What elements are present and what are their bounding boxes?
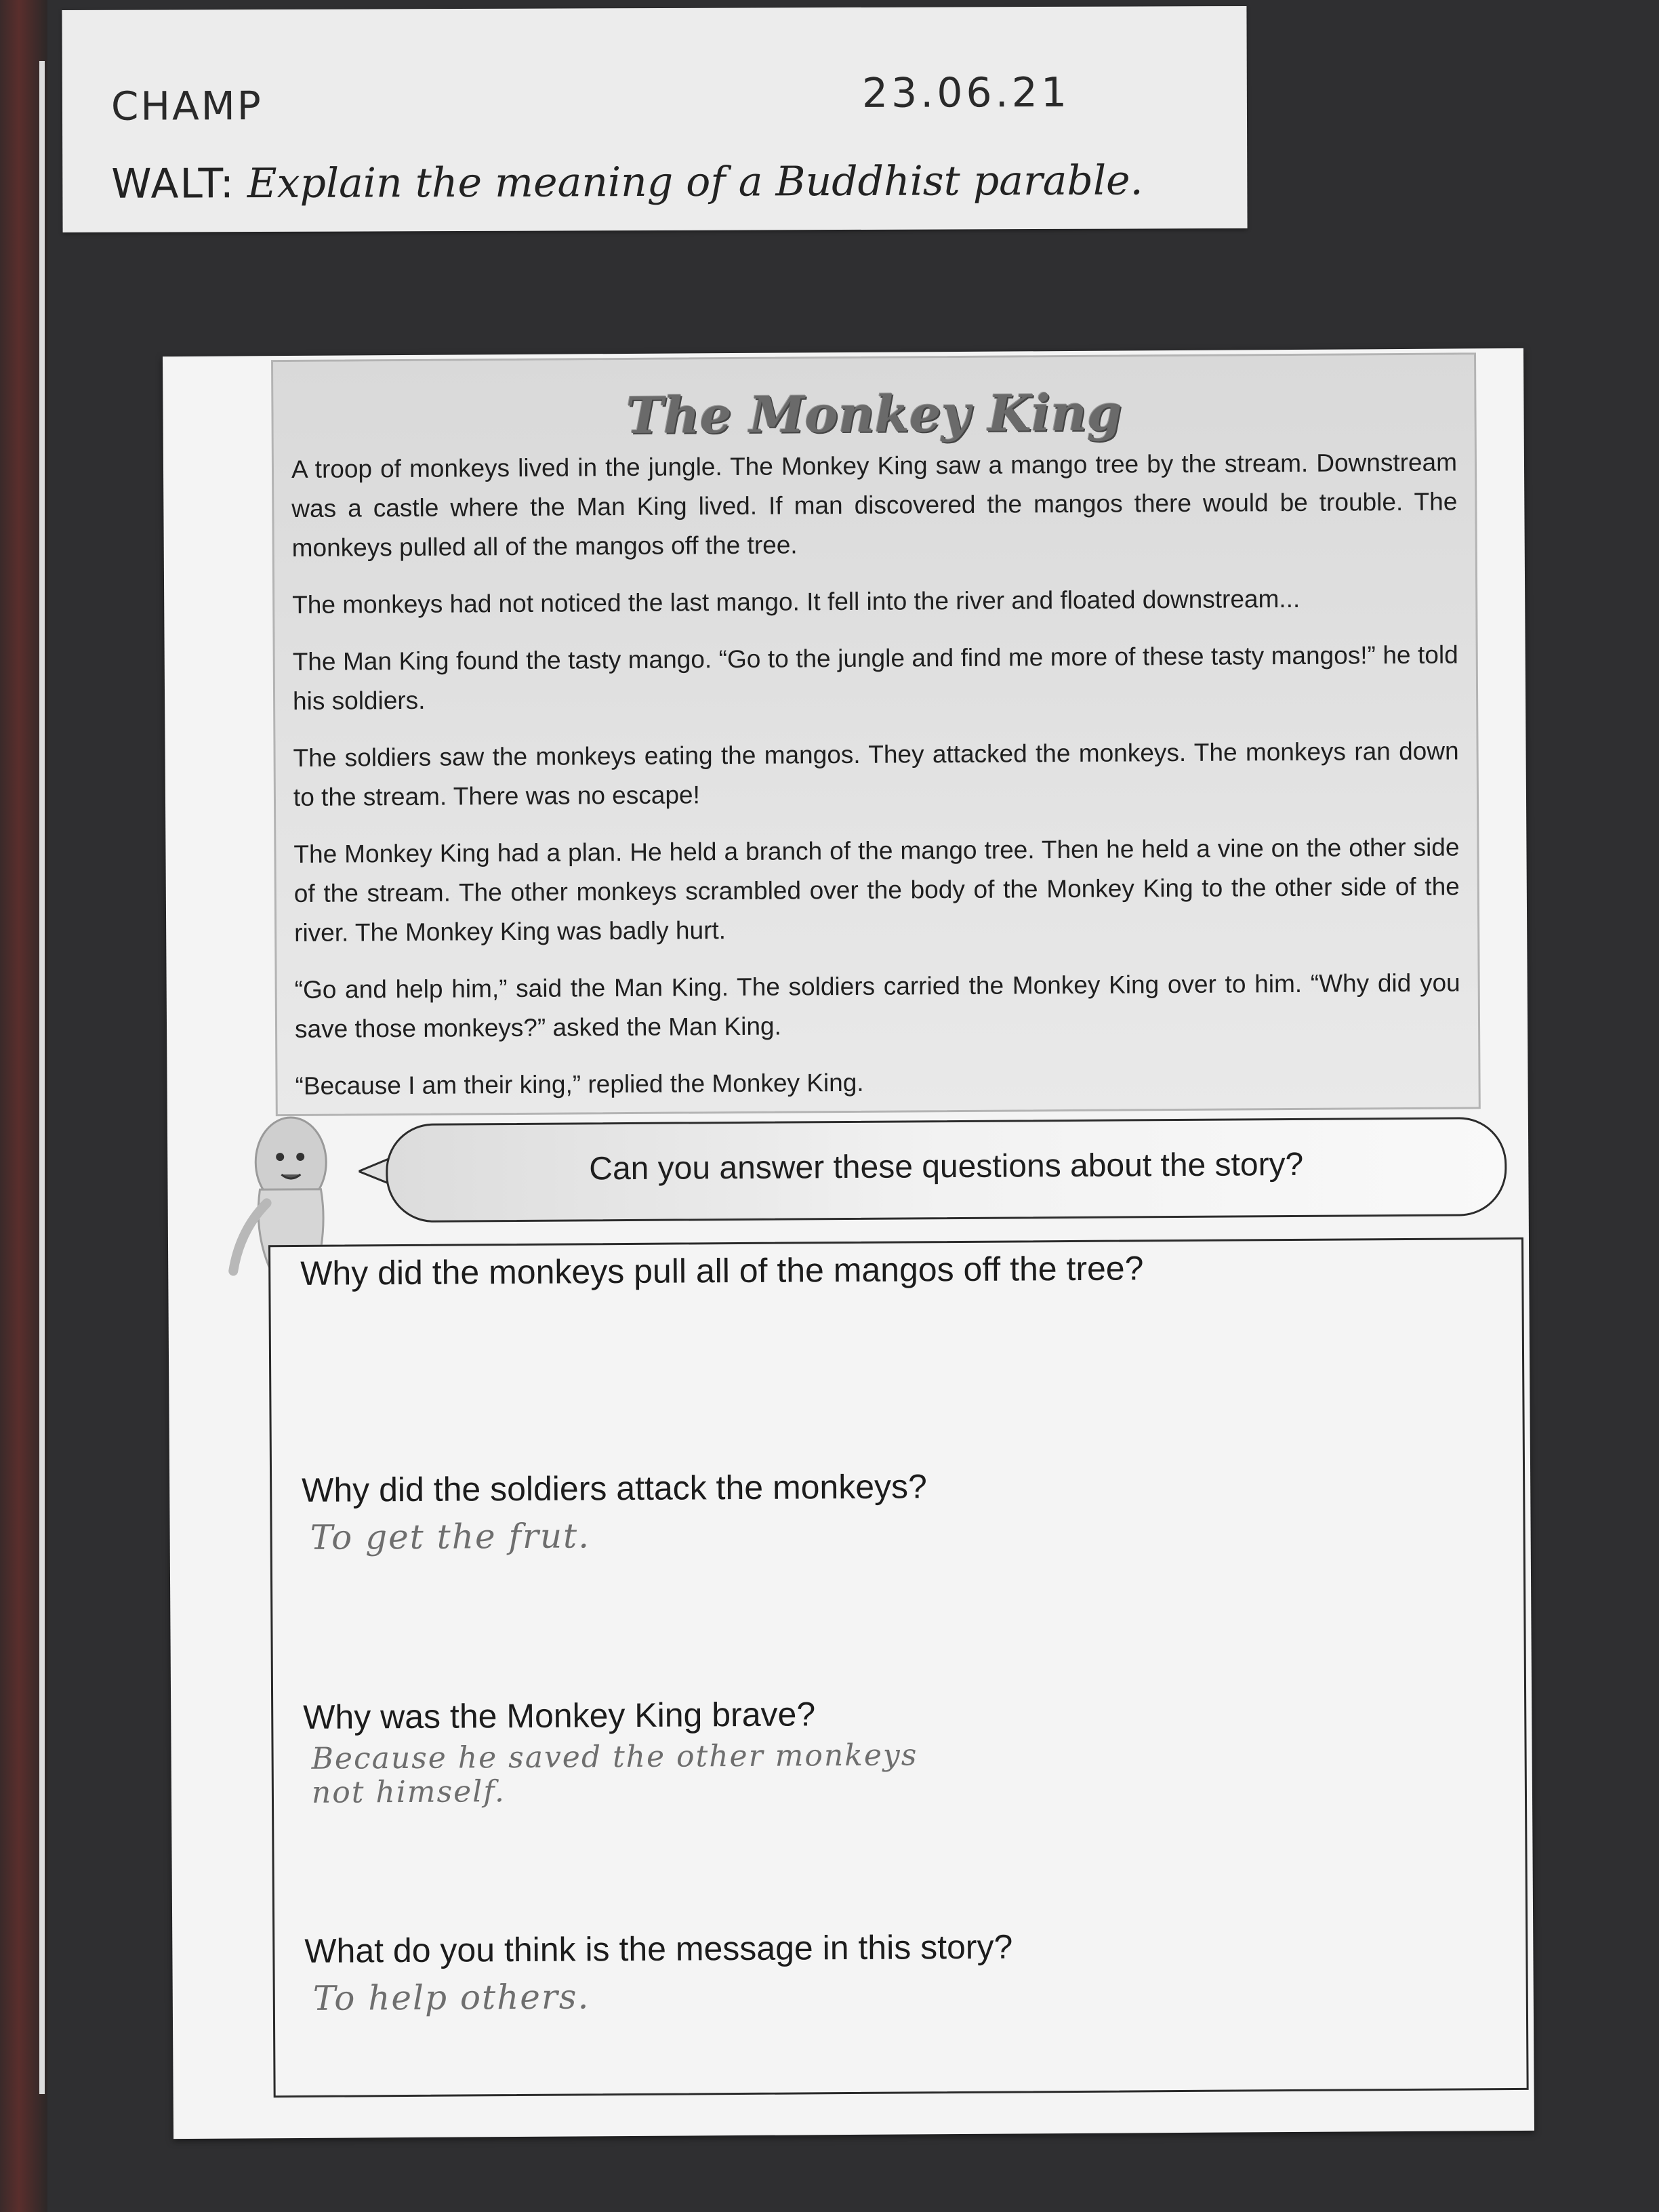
story-paragraph: The Monkey King had a plan. He held a branch of the mango tree. Then he held a vine on the other side of the stream. The other monkeys scrambled over the body of the Monkey King to the other side of the river. The Monkey King was badly hurt. <box>293 833 1460 947</box>
question-2: Why did the soldiers attack the monkeys? <box>302 1467 928 1509</box>
answer-box <box>268 1237 1529 2097</box>
story-paragraph: The Man King found the tasty mango. “Go to the jungle and find me more of these tasty mangos!” he told his soldiers. <box>292 640 1458 715</box>
question-4: What do you think is the message in this story? <box>304 1927 1013 1970</box>
header-slip <box>62 6 1247 232</box>
answer-3-handwriting-line2: not himself. <box>311 1774 506 1810</box>
speech-bubble-tail <box>359 1158 388 1185</box>
story-text <box>291 443 1461 1123</box>
answer-4-handwriting: To help others. <box>312 1977 590 2018</box>
story-paragraph: The soldiers saw the monkeys eating the mangos. They attacked the monkeys. The monkeys ran down to the stream. There was no escape! <box>293 737 1459 811</box>
story-title: The Monkey King <box>626 384 1122 445</box>
date: 23.06.21 <box>861 68 1071 117</box>
answer-2-handwriting: To get the frut. <box>310 1516 591 1557</box>
walt-objective: Explain the meaning of a Buddhist parable. <box>247 157 1143 208</box>
walt-label: WALT: <box>111 160 235 208</box>
question-1: Why did the monkeys pull all of the mangos off the tree? <box>300 1249 1144 1292</box>
question-3: Why was the Monkey King brave? <box>303 1695 816 1736</box>
learning-objective <box>111 157 1143 207</box>
notebook-page-edge <box>39 61 45 2094</box>
story-paragraph: The monkeys had not noticed the last mango. It fell into the river and floated downstream... <box>292 584 1300 619</box>
questions-prompt: Can you answer these questions about the story? <box>589 1146 1304 1187</box>
worksheet <box>163 348 1534 2139</box>
story-paragraph: A troop of monkeys lived in the jungle. The Monkey King saw a mango tree by the stream. Downstream was a castle where the Man King lived. If man discovered the mangos there would be trouble. The monkeys pulled all of the mangos off the tree. <box>291 448 1458 562</box>
student-name: CHAMP <box>110 83 263 129</box>
story-paragraph: “Because I am their king,” replied the Monkey King. <box>295 1068 864 1100</box>
answer-3-handwriting: Because he saved the other monkeys <box>311 1738 918 1776</box>
story-box <box>271 352 1481 1116</box>
speech-bubble <box>386 1117 1507 1223</box>
story-paragraph: “Go and help him,” said the Man King. The soldiers carried the Monkey King over to him. “Why did you save those monkeys?” asked the Man King. <box>294 968 1460 1043</box>
